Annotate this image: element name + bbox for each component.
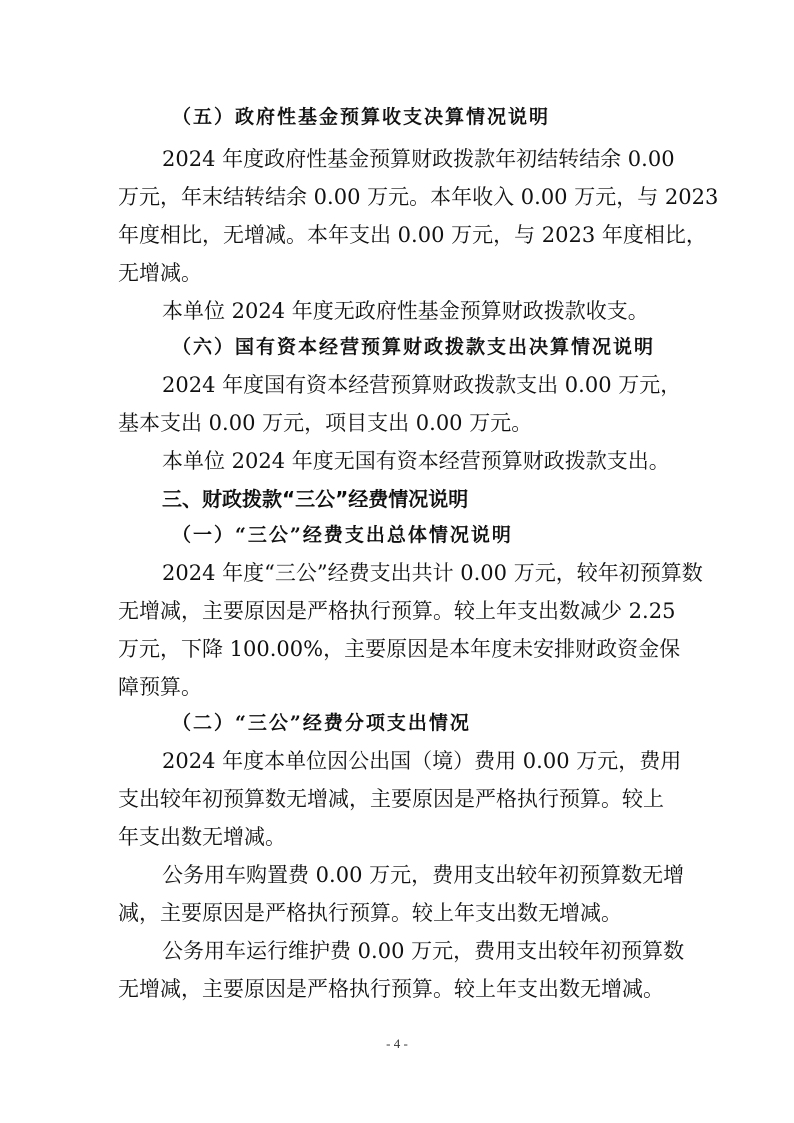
paragraph-line: 障预算。 [118,675,202,699]
paragraph-line: 无增减，主要原因是严格执行预算。较上年支出数减少 2.25 [118,599,676,623]
paragraph-line: 本单位 2024 年度无政府性基金预算财政拨款收支。 [162,299,649,323]
paragraph-line: 支出较年初预算数无增减，主要原因是严格执行预算。较上 [118,787,664,811]
paragraph-line: 公务用车购置费 0.00 万元，费用支出较年初预算数无增 [162,863,685,887]
page-number: - 4 - [386,1036,408,1051]
paragraph-line: 2024 年度政府性基金预算财政拨款年初结转结余 0.00 [162,147,675,171]
section-heading: （五）政府性基金预算收支决算情况说明 [172,106,551,128]
paragraph-line: 2024 年度本单位因公出国（境）费用 0.00 万元，费用 [162,749,682,773]
paragraph-line: 无增减，主要原因是严格执行预算。较上年支出数无增减。 [118,977,664,1001]
section-heading: 三、财政拨款“三公”经费情况说明 [162,487,469,511]
section-heading: （二）“三公”经费分项支出情况 [172,712,471,734]
paragraph-line: 公务用车运行维护费 0.00 万元，费用支出较年初预算数 [162,939,685,963]
paragraph-line: 无增减。 [118,261,202,285]
paragraph-line: 万元，下降 100.00%，主要原因是本年度未安排财政资金保 [118,637,681,661]
paragraph-line: 2024 年度“三公”经费支出共计 0.00 万元，较年初预算数 [162,561,703,585]
paragraph-line: 年度相比，无增减。本年支出 0.00 万元，与 2023 年度相比， [118,223,707,247]
paragraph-line: 2024 年度国有资本经营预算财政拨款支出 0.00 万元， [162,373,682,397]
section-heading: （六）国有资本经营预算财政拨款支出决算情况说明 [172,336,656,358]
paragraph-line: 年支出数无增减。 [118,825,286,849]
section-heading: （一）“三公”经费支出总体情况说明 [172,524,513,546]
paragraph-line: 万元，年末结转结余 0.00 万元。本年收入 0.00 万元，与 2023 [118,185,719,209]
paragraph-line: 基本支出 0.00 万元，项目支出 0.00 万元。 [118,411,533,435]
paragraph-line: 减，主要原因是严格执行预算。较上年支出数无增减。 [118,901,622,925]
paragraph-line: 本单位 2024 年度无国有资本经营预算财政拨款支出。 [162,449,670,473]
